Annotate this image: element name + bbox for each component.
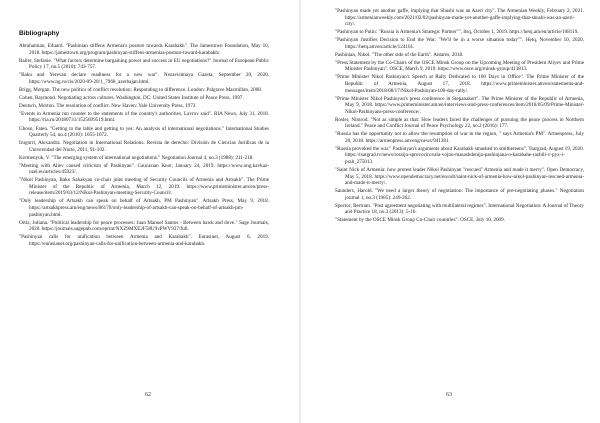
- left-column: [19, 30, 269, 249]
- left-entry-list: [19, 43, 269, 247]
- bibliography-entry: Ortiz, Juliana. "Political leadership for peace processes: Juan Manuel Santos - Between hawk and dove." Sage Journals, 2020. https://journals.sagepub.com/eprint/NXZ9MXE2F58U9vPWV937/full.: [19, 219, 269, 233]
- bibliography-entry: "Only leadership of Artsakh can speak on behalf of Artsakh, PM Pashinyan". Artsakh Press, May 9, 2018. https://artsakhpress.am/eng/news/86170/only-leadership-of-artsakh-can-speak-on-behalf-of-artsakh-pm-pashinyan.html.: [19, 198, 269, 218]
- bibliography-entry: "Pashinyan Justifies Decision to End the War: "We'll be in a worse situation today"". Hetq, November 10, 2020. https://hetq.am/en/article/124161.: [335, 37, 584, 50]
- bibliography-entry: Deutsch, Morton. The resolution of conflict. New Haven: Yale University Press, 1973.: [19, 102, 197, 109]
- bibliography-entry: "Pashinyan to Putin: "Russia is Armenia's Strategic Partner"", Itsq, October 1, 2019. https://hetq.am/en/article/108119.: [335, 29, 579, 36]
- bibliography-entry: "Russia has the opportunity not to allow the resumption of war in the region, " says Armenia's PM". Armenpress, July 20, 2018. https://armenpress.am/eng/news/941381.: [335, 131, 584, 144]
- bibliography-entry: "Events in Armenia run counter to the statements of the country's authorities, Lavrov said". RIA News, July 31, 2018. https://ria.ru/20180731/1525699519.html.: [19, 110, 269, 124]
- bibliography-entry: Spector, Bertram. "Post agreement negotiating with multilateral regimes". International Negotiation: A Journal of Theory and Practice 18, no.3 (2013): 5-16.: [335, 202, 584, 216]
- bibliography-entry: "Meeting with Aliev caused criticism of Pashinyan". Caucasian Knot, January 24, 2019. https://www.ong.kavkaz-uzel.eu/articles/45923/.: [19, 162, 269, 176]
- bibliography-entry: Ghosn, Faten. "Getting to the table and getting to yes: An analysis of international negotiations." International Studies Quarterly 54, no.4 (2010): 1055-1072.: [19, 125, 269, 139]
- bibliography-entry: "Baku and Yerevan declare readiness for a new war". Nezavisimaya Gazeta, September 20, 2020. https://www.ng.ru/cis/2020-09-20/1_7968_azerbajan.html.: [19, 72, 269, 85]
- bibliography-entry: Bailer, Stefanie. "What factors determine bargaining power and success in EU negotiations?" Journal of European Public Policy 17, no.5 (2010): 743-757.: [19, 57, 269, 71]
- bibliography-entry: Rosler, Nimrod. "Not as simple as that: How leaders faced the challenges of pursuing the peace process in Northern Ireland." Peace and Conflict Journal of Peace Psychology 22, no.2 (2016): 177.: [335, 116, 584, 130]
- bibliography-entry: Cohen, Raymond. Negotiating across cultures. Washington, DC: United States Institute of Peace Press, 1997.: [19, 94, 244, 101]
- bibliography-entry: "Saint Nick of Armenia: how protest leader Nikol Pashinyan "rescued" Armenia and made it merry". Open Democracy, May 5, 2018. https://www.opendemocracy.net/en/odr/saint-nick-of-armenia-how-nikol-pashinyan-rescued-armenia-and-made-it-merry/.: [335, 167, 584, 187]
- bibliography-heading: Bibliography: [19, 30, 60, 37]
- left-page: [0, 0, 299, 423]
- bibliography-entry: "Pashinyan calls for unification between Armenia and Karabakh". Eurasinet, August 6, 2019. https://eurasianet.org/pashinyan-calls-for-unification-between-armenia-and-karabakh.: [19, 234, 269, 247]
- bibliography-entry: "Prime Minister Nikol Pashinyan's Speech at Rally Dedicated to 100 Days in Office". The Prime Minister of the Republic of Armenia, August 17, 2018. https://www.primeminister.am/en/statements-and-messages/item/2018/08/17/Nikol-Pashinyan-100-day-rally/.: [335, 74, 584, 94]
- bibliography-entry: Abrahamian, Eduard. "Pashinian stiffens Armenia's posture towards Karabakh". The Jamestown Foundation, May 10, 2018. https://jamestown.org/program/pashinyan-stiffens-armenias-posture-toward-karabakh/.: [19, 43, 269, 56]
- right-entry-list: [335, 8, 584, 224]
- bibliography-entry: "Statement by the OSCE Minsk Group Co-Chair countries". OSCE, July 10, 2009.: [335, 217, 505, 224]
- page-number-left: 62: [145, 392, 151, 398]
- bibliography-entry: Pashinian, Nikol. "The other side of the Earth". Antares, 2018.: [335, 51, 464, 58]
- bibliography-entry: Kremenyuk, V. "The emerging system of international negotiations." Negotiation Journal 4, no.3 (1988): 211-218.: [19, 154, 254, 161]
- right-column: [335, 8, 584, 225]
- bibliography-entry: "Pashinyan made yet another gaffe, implying that Shushi was an Azeri city". The Armenian Weekly, February 2, 2021. https://armenianweekly.com/2021/02/02/pashinyan-made-yet-another-gaffe-implying-that-shushi-was-an-azeri-city/.: [335, 8, 584, 28]
- bibliography-entry: Brigg, Morgan. The new politics of conflict resolution: Responding to difference. London: Palgrave Macmillan, 2008.: [19, 86, 263, 93]
- bibliography-entry: "Press Statement by the Co-Chairs of the OSCE Minsk Group on the Upcoming Meeting of President Aliyev and Prime Minister Pashinyan". OSCE, March 9, 2019. https://www.osce.org/minsk-group/413813.: [335, 59, 584, 73]
- bibliography-entry: "Russia provoked the war." Pashinyan's arguments about Karabakh smashed to smithereens". Tsargrad, August 19, 2020. https://tsargrad.tv/news/rossija-sprovocirovala-vojnu-masashdenija-pashinjana-o-karabahe-razbili-v-pух-i-prah_275013.: [335, 145, 584, 165]
- bibliography-entry: Saunders, Harold. "We need a larger theory of negotiation: The importance of pre-negotiating phases." Negotiation journal 1, no.3 (1985): 249-262.: [335, 188, 584, 201]
- bibliography-entry: Irugorri, Alexandra. Negotiation in International Relations. Revista de derecho: División de Ciencias Jurídicas de la Universidad del Norte, 2011, 91-102.: [19, 140, 269, 153]
- page-number-right: 63: [446, 392, 452, 398]
- bibliography-entry: "Nikol Pashinyan, Bako Sahakyan co-chair joint meeting of Security Councils of Armenia and Artsakh". The Prime Minister of the Republic of Armenia, March 12, 2019. https://www.primeminister.am/en/press-release/item/2019/03/12/Nikol-Pashinyan-meeting-Security-Council/.: [19, 177, 269, 197]
- bibliography-entry: "Prime Minister Nikol Pashinyan's press conference in Stepanakert". The Prime Minister of the Republic of Armenia, May 9, 2018. https://www.primeminister.am/en/interviews-and-press-conferences/item/2018/05/09/Prime-Minister-Nikol-Pashinyans-press-conference/.: [335, 95, 584, 115]
- right-page: [301, 0, 600, 423]
